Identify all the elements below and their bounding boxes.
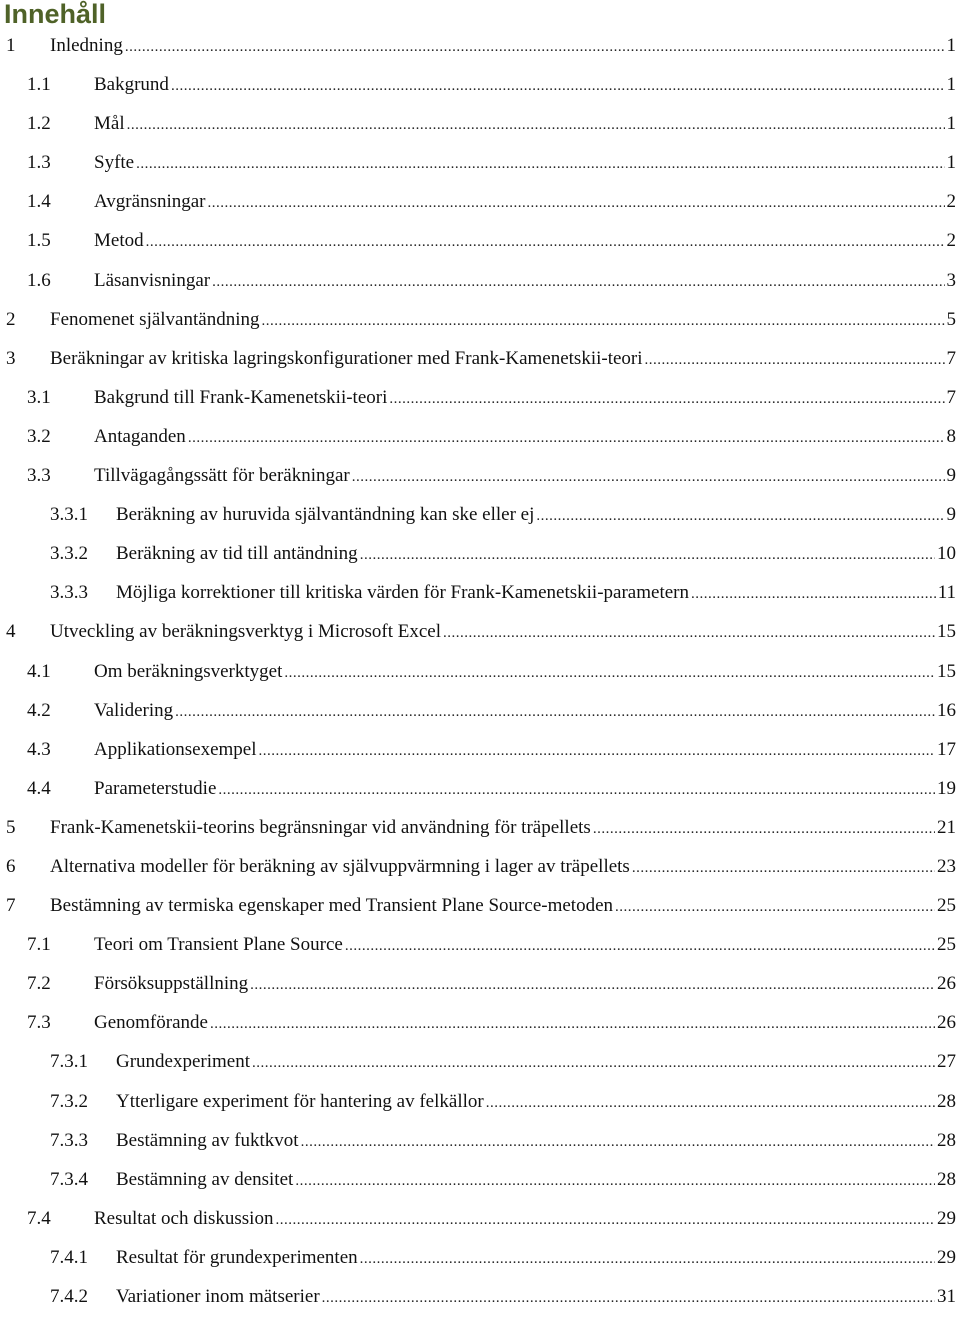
dot-leader <box>691 583 936 605</box>
toc-entry[interactable] <box>0 848 960 887</box>
toc-entry-page-number: 23 <box>937 855 956 877</box>
dot-leader <box>218 779 935 801</box>
toc-entry-title[interactable]: Bestämning av fuktkvot <box>116 1129 299 1151</box>
toc-entry-number: 3.3.1 <box>50 504 88 526</box>
toc-entry[interactable] <box>0 262 960 301</box>
toc-entry-number: 1.1 <box>27 74 51 96</box>
toc-entry-page-number: 25 <box>937 895 956 917</box>
toc-entry[interactable] <box>0 144 960 183</box>
toc-entry-title[interactable]: Bakgrund till Frank-Kamenetskii-teori <box>94 386 388 408</box>
toc-entry[interactable] <box>0 1200 960 1239</box>
toc-entry-page-number: 28 <box>937 1129 956 1151</box>
toc-entry-title[interactable]: Avgränsningar <box>94 191 206 213</box>
dot-leader <box>171 75 945 97</box>
toc-entry[interactable] <box>0 770 960 809</box>
toc-entry-page-number: 16 <box>937 699 956 721</box>
toc-entry[interactable] <box>0 340 960 379</box>
toc-entry-page-number: 17 <box>937 738 956 760</box>
toc-entry-page-number: 25 <box>937 934 956 956</box>
toc-entry-number: 3 <box>6 347 16 369</box>
dot-leader <box>208 192 945 214</box>
toc-entry-number: 7.3.1 <box>50 1051 88 1073</box>
toc-entry-number: 7.2 <box>27 973 51 995</box>
toc-entry[interactable] <box>0 27 960 66</box>
toc-entry[interactable] <box>0 965 960 1004</box>
toc-entry[interactable] <box>0 301 960 340</box>
toc-entry-title[interactable]: Försöksuppställning <box>94 973 249 995</box>
toc-entry-page-number: 28 <box>937 1168 956 1190</box>
toc-entry-title[interactable]: Metod <box>94 230 144 252</box>
toc-entry-number: 1.2 <box>27 113 51 135</box>
toc-entry-title[interactable]: Parameterstudie <box>94 777 217 799</box>
toc-entry[interactable] <box>0 809 960 848</box>
dot-leader <box>593 818 935 840</box>
toc-entry-number: 4.3 <box>27 738 51 760</box>
toc-entry-page-number: 3 <box>946 269 956 291</box>
dot-leader <box>275 1209 935 1231</box>
toc-entry[interactable] <box>0 535 960 574</box>
toc-entry[interactable] <box>0 418 960 457</box>
dot-leader <box>136 153 944 175</box>
toc-entry-page-number: 1 <box>946 152 956 174</box>
toc-entry-title[interactable]: Validering <box>94 699 174 721</box>
toc-entry-number: 7.1 <box>27 934 51 956</box>
dot-leader <box>259 740 935 762</box>
toc-entry-page-number: 26 <box>937 1012 956 1034</box>
dot-leader <box>352 466 945 488</box>
toc-entry-title[interactable]: Bestämning av densitet <box>116 1168 294 1190</box>
toc-entry[interactable] <box>0 731 960 770</box>
toc-entry-number: 1.4 <box>27 191 51 213</box>
toc-entry-title[interactable]: Resultat och diskussion <box>94 1207 274 1229</box>
toc-entry-number: 1.5 <box>27 230 51 252</box>
toc-entry[interactable] <box>0 457 960 496</box>
toc-entry-page-number: 26 <box>937 973 956 995</box>
toc-entry-title[interactable]: Frank-Kamenetskii-teorins begränsningar vid användning för träpellets <box>50 816 591 838</box>
toc-entry[interactable] <box>0 653 960 692</box>
toc-entry-number: 1.3 <box>27 152 51 174</box>
toc-entry-number: 4.1 <box>27 660 51 682</box>
toc-entry[interactable] <box>0 1004 960 1043</box>
toc-entry-number: 4 <box>6 621 16 643</box>
toc-entry-number: 4.2 <box>27 699 51 721</box>
toc-entry-title[interactable]: Genomförande <box>94 1012 208 1034</box>
dot-leader <box>360 544 935 566</box>
toc-entry[interactable] <box>0 887 960 926</box>
toc-entry-title[interactable]: Mål <box>94 113 125 135</box>
dot-leader <box>188 427 945 449</box>
toc-entry-number: 7.4 <box>27 1207 51 1229</box>
toc-entry[interactable] <box>0 222 960 261</box>
toc-entry[interactable] <box>0 613 960 652</box>
toc-entry-number: 3.3 <box>27 465 51 487</box>
toc-entry[interactable] <box>0 105 960 144</box>
dot-leader <box>301 1131 935 1153</box>
toc-entry-page-number: 11 <box>937 582 956 604</box>
toc-entry-number: 3.3.3 <box>50 582 88 604</box>
toc-entry-number: 7.3.2 <box>50 1090 88 1112</box>
toc-entry-page-number: 2 <box>946 230 956 252</box>
dot-leader <box>125 36 945 58</box>
toc-entry-title[interactable]: Teori om Transient Plane Source <box>94 934 343 956</box>
toc-entry-page-number: 1 <box>946 35 956 56</box>
toc-entry-number: 7.3.4 <box>50 1168 88 1190</box>
dot-leader <box>210 1013 935 1035</box>
toc-entry-number: 7 <box>6 895 16 917</box>
toc-entry-page-number: 2 <box>946 191 956 213</box>
dot-leader <box>443 622 935 644</box>
toc-entry-number: 3.3.2 <box>50 543 88 565</box>
toc-entry[interactable] <box>0 574 960 613</box>
toc-entry-title[interactable]: Variationer inom mätserier <box>116 1286 320 1307</box>
dot-leader <box>322 1287 935 1309</box>
dot-leader <box>127 114 945 136</box>
toc-entry-page-number: 28 <box>937 1090 956 1112</box>
table-of-contents <box>0 27 960 1317</box>
dot-leader <box>261 310 944 332</box>
toc-entry-title[interactable]: Antaganden <box>94 425 186 447</box>
toc-entry-page-number: 9 <box>946 465 956 487</box>
toc-entry-number: 7.4.2 <box>50 1286 88 1307</box>
dot-leader <box>536 505 944 527</box>
toc-entry-number: 6 <box>6 855 16 877</box>
toc-entry[interactable] <box>0 66 960 105</box>
toc-entry-page-number: 31 <box>937 1286 956 1307</box>
toc-entry-number: 7.4.1 <box>50 1246 88 1268</box>
toc-entry-number: 4.4 <box>27 777 51 799</box>
dot-leader <box>146 231 945 253</box>
toc-entry-title[interactable]: Syfte <box>94 152 135 174</box>
toc-entry-title[interactable]: Inledning <box>50 35 123 56</box>
toc-entry-page-number: 15 <box>937 660 956 682</box>
toc-entry-number: 7.3 <box>27 1012 51 1034</box>
dot-leader <box>345 935 935 957</box>
dot-leader <box>615 896 935 918</box>
toc-entry-title[interactable]: Applikationsexempel <box>94 738 257 760</box>
toc-entry[interactable] <box>0 183 960 222</box>
toc-entry-page-number: 9 <box>946 504 956 526</box>
toc-entry-page-number: 27 <box>937 1051 956 1073</box>
toc-entry-title[interactable]: Ytterligare experiment för hantering av felkällor <box>116 1090 484 1112</box>
toc-entry-title[interactable]: Bakgrund <box>94 74 169 96</box>
toc-entry-title[interactable]: Resultat för grundexperimenten <box>116 1246 358 1268</box>
toc-entry-title[interactable]: Möjliga korrektioner till kritiska värden för Frank-Kamenetskii-parametern <box>116 582 689 604</box>
toc-entry-number: 3.1 <box>27 386 51 408</box>
toc-heading: Innehåll <box>4 0 107 29</box>
toc-entry-title[interactable]: Fenomenet självantändning <box>50 308 260 330</box>
dot-leader <box>486 1092 935 1114</box>
toc-entry-page-number: 15 <box>937 621 956 643</box>
toc-entry[interactable] <box>0 1161 960 1200</box>
toc-entry-page-number: 21 <box>937 816 956 838</box>
toc-entry[interactable] <box>0 692 960 731</box>
toc-entry-number: 5 <box>6 816 16 838</box>
toc-entry-page-number: 1 <box>946 113 956 135</box>
toc-entry-page-number: 10 <box>937 543 956 565</box>
toc-entry-title[interactable]: Beräkningar av kritiska lagringskonfigurationer med Frank-Kamenetskii-teori <box>50 347 643 369</box>
toc-entry-page-number: 5 <box>946 308 956 330</box>
toc-entry-title[interactable]: Tillvägagångssätt för beräkningar <box>94 465 350 487</box>
toc-entry-number: 3.2 <box>27 425 51 447</box>
dot-leader <box>250 974 935 996</box>
toc-entry[interactable] <box>0 379 960 418</box>
toc-entry[interactable] <box>0 1278 960 1317</box>
toc-entry-page-number: 29 <box>937 1207 956 1229</box>
toc-entry-title[interactable]: Beräkning av huruvida självantändning kan ske eller ej <box>116 504 535 526</box>
toc-entry-title[interactable]: Beräkning av tid till antändning <box>116 543 358 565</box>
toc-entry-title[interactable]: Bestämning av termiska egenskaper med Transient Plane Source-metoden <box>50 895 614 917</box>
toc-entry-page-number: 1 <box>946 74 956 96</box>
toc-entry-title[interactable]: Om beräkningsverktyget <box>94 660 283 682</box>
toc-entry-number: 7.3.3 <box>50 1129 88 1151</box>
toc-entry[interactable] <box>0 1122 960 1161</box>
toc-entry-page-number: 7 <box>946 386 956 408</box>
toc-entry-page-number: 29 <box>937 1246 956 1268</box>
toc-entry-page-number: 7 <box>946 347 956 369</box>
toc-entry-number: 1 <box>6 35 16 56</box>
dot-leader <box>212 271 944 293</box>
toc-entry-title[interactable]: Utveckling av beräkningsverktyg i Microsoft Excel <box>50 621 441 643</box>
toc-entry[interactable] <box>0 496 960 535</box>
toc-entry-number: 2 <box>6 308 16 330</box>
toc-entry-page-number: 19 <box>937 777 956 799</box>
toc-entry-title[interactable]: Grundexperiment <box>116 1051 251 1073</box>
toc-entry[interactable] <box>0 926 960 965</box>
toc-entry-title[interactable]: Alternativa modeller för beräkning av självuppvärmning i lager av träpellets <box>50 855 630 877</box>
dot-leader <box>252 1052 935 1074</box>
toc-entry[interactable] <box>0 1043 960 1082</box>
dot-leader <box>632 857 935 879</box>
dot-leader <box>360 1248 935 1270</box>
toc-entry-number: 1.6 <box>27 269 51 291</box>
dot-leader <box>645 349 945 371</box>
dot-leader <box>175 701 935 723</box>
toc-entry[interactable] <box>0 1083 960 1122</box>
dot-leader <box>295 1170 935 1192</box>
dot-leader <box>389 388 944 410</box>
toc-entry[interactable] <box>0 1239 960 1278</box>
dot-leader <box>284 662 935 684</box>
toc-entry-page-number: 8 <box>946 425 956 447</box>
toc-entry-title[interactable]: Läsanvisningar <box>94 269 211 291</box>
